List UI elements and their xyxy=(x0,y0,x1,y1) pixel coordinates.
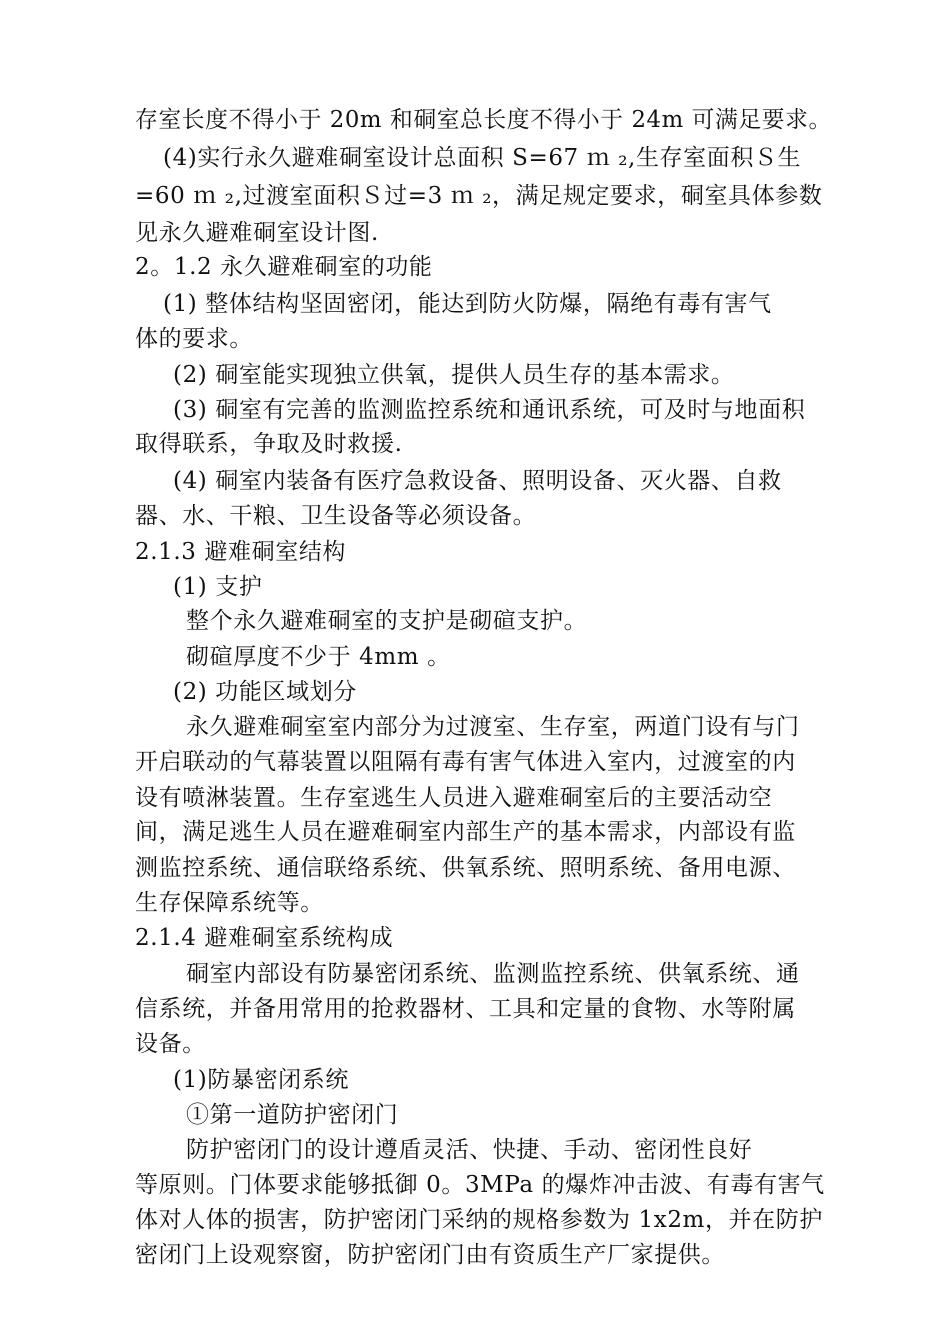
text-line-32: 体对人体的损害，防护密闭门采纳的规格参数为 1x2m，并在防护 xyxy=(135,1207,823,1233)
text-line-2: (4)实行永久避难硐室设计总面积 S=67 ｍ ₂,生存室面积Ｓ生 xyxy=(163,145,802,171)
text-line-9: (3) 硐室有完善的监测监控系统和通讯系统，可及时与地面积 xyxy=(173,397,806,423)
text-line-14: (1) 支护 xyxy=(173,574,263,600)
text-line-28: (1)防暴密闭系统 xyxy=(173,1067,349,1093)
section-heading-2-1-4: 2.1.4 避难硐室系统构成 xyxy=(135,925,394,951)
section-heading-2-1-3: 2.1.3 避难硐室结构 xyxy=(135,539,347,565)
text-line-8: (2) 硐室能实现独立供氧，提供人员生存的基本需求。 xyxy=(173,362,735,388)
text-line-27: 设备。 xyxy=(135,1031,206,1057)
text-line-26: 信系统，并备用常用的抢救器材、工具和定量的食物、水等附属 xyxy=(135,996,796,1022)
text-line-1: 存室长度不得小于 20m 和硐室总长度不得小于 24m 可满足要求。 xyxy=(135,107,832,133)
text-line-10: 取得联系，争取及时救援. xyxy=(135,431,403,457)
text-line-12: 器、水、干粮、卫生设备等必须设备。 xyxy=(135,503,537,529)
text-line-7: 体的要求。 xyxy=(135,326,253,352)
text-line-21: 间，满足逃生人员在避难硐室内部生产的基本需求，内部设有监 xyxy=(135,819,796,845)
text-line-4: 见永久避难硐室设计图. xyxy=(135,220,379,246)
text-line-19: 开启联动的气幕装置以阻隔有毒有害气体进入室内，过渡室的内 xyxy=(135,749,796,775)
text-line-16: 砌碹厚度不少于 4mm 。 xyxy=(186,644,451,670)
text-line-11: (4) 硐室内装备有医疗急救设备、照明设备、灭火器、自救 xyxy=(173,468,782,494)
text-line-33: 密闭门上设观察窗，防护密闭门由有资质生产厂家提供。 xyxy=(135,1242,725,1268)
text-line-22: 测监控系统、通信联络系统、供氧系统、照明系统、备用电源、 xyxy=(135,855,796,881)
text-line-29: ①第一道防护密闭门 xyxy=(186,1102,399,1128)
text-line-25: 硐室内部设有防暴密闭系统、监测监控系统、供氧系统、通 xyxy=(186,961,800,987)
text-line-30: 防护密闭门的设计遵盾灵活、快捷、手动、密闭性良好 xyxy=(186,1137,753,1163)
text-line-3: =60 ｍ ₂,过渡室面积Ｓ过=3 ｍ ₂，满足规定要求，硐室具体参数 xyxy=(135,183,823,209)
text-line-23: 生存保障系统等。 xyxy=(135,890,324,916)
text-line-6: (1) 整体结构坚固密闭，能达到防火防爆，隔绝有毒有害气 xyxy=(163,291,772,317)
section-heading-2-1-2: 2。1.2 永久避难硐室的功能 xyxy=(135,254,433,280)
text-line-17: (2) 功能区域划分 xyxy=(173,679,357,705)
text-line-31: 等原则。门体要求能够抵御 0。3MPa 的爆炸冲击波、有毒有害气 xyxy=(135,1172,825,1198)
text-line-20: 设有喷淋装置。生存室逃生人员进入避难硐室后的主要活动空 xyxy=(135,785,773,811)
text-line-18: 永久避难硐室室内部分为过渡室、生存室，两道门设有与门 xyxy=(186,714,800,740)
text-line-15: 整个永久避难硐室的支护是砌碹支护。 xyxy=(186,608,588,634)
